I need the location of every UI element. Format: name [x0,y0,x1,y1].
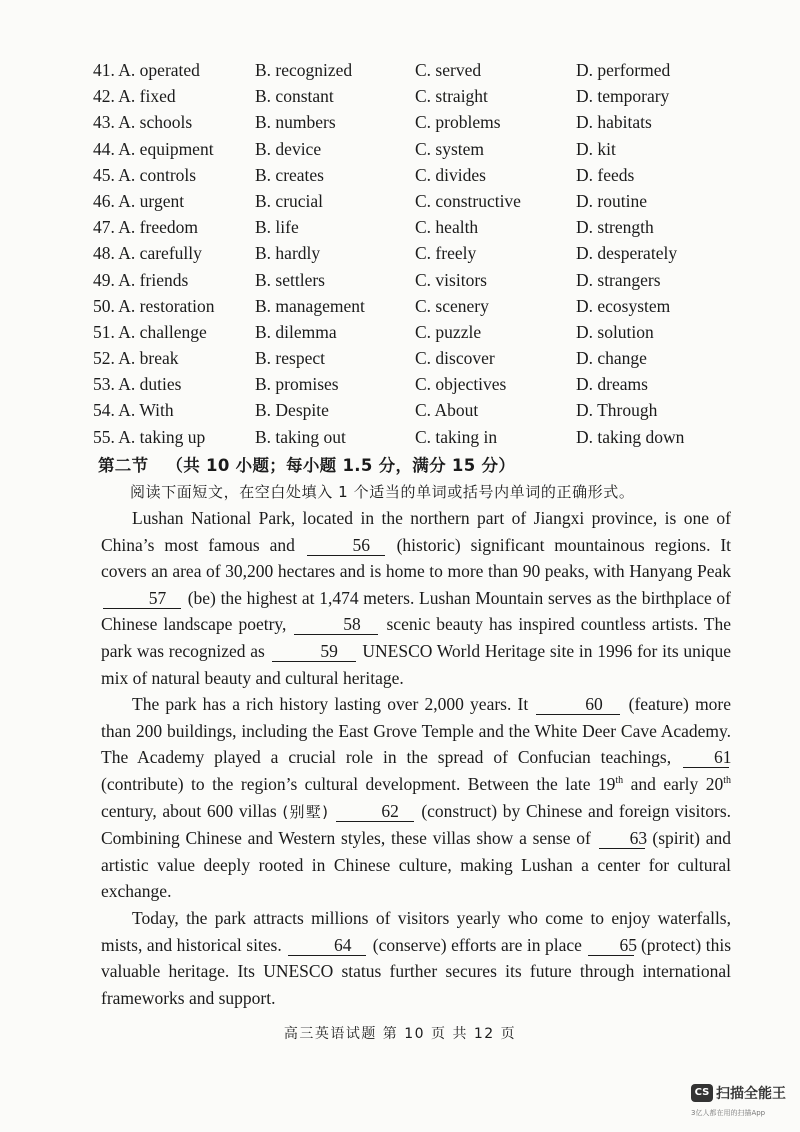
option-a-text: A. duties [118,374,182,395]
option-a-text: A. urgent [118,190,185,211]
section-title: 第二节 [98,456,149,475]
watermark-tagline: 3亿人都在用的扫描App [691,1109,766,1117]
option-b: B. promises [255,374,339,395]
option-d: D. routine [576,190,647,211]
option-a [93,83,176,109]
option-row [93,214,733,240]
option-c: C. About [415,400,479,421]
passage-paragraph-2: The park has a rich history lasting over 2,000 years. It 60 (feature) more than 200 buildings, including the East Grove Temple and the White Deer Cave Academy. The Academy played a crucial role in the spread of Confucian teachings, 61 (contribute) to the region’s cultural development. Between the late 19th and early 20th century, about 600 villas (别墅) 62 (construct) by Chinese and foreign visitors. Combining Chinese and Western styles, these villas show a sense of 63 (spirit) and artistic value deeply rooted in Chinese culture, making Lushan a center for cultural exchange. [101,694,732,902]
option-c: C. freely [415,243,477,264]
option-d: D. desperately [576,243,678,264]
option-a-text: A. freedom [118,217,198,238]
passage-paragraph-1: Lushan National Park, located in the northern part of Jiangxi province, is one of China’s most famous and 56 (historic) significant mountainous regions. It covers an area of 30,200 hectares and is home to more than 90 peaks, with Hanyang Peak 57 (be) the highest at 1,474 meters. Lushan Mountain serves as the birthplace of Chinese landscape poetry, 58 scenic beauty has inspired countless artists. The park was recognized as 59 UNESCO World Heritage site in 1996 for its unique mix of natural beauty and cultural heritage. [101,508,732,688]
camscanner-logo-icon: CS [691,1084,713,1102]
option-d: D. change [576,348,647,369]
option-a-text: A. controls [118,164,197,185]
option-row [93,424,733,450]
blank-62[interactable]: 62 [336,801,414,822]
option-row [93,136,733,162]
page-footer: 高三英语试题 第 10 页 共 12 页 [283,1026,517,1042]
option-b: B. dilemma [255,321,337,342]
option-b: B. crucial [255,190,324,211]
blank-63[interactable]: 63 [599,828,645,849]
option-row [93,57,733,83]
watermark-brand: 扫描全能王 [716,1086,786,1102]
option-b: B. Despite [255,400,329,421]
option-b: B. taking out [255,426,346,447]
option-a [93,345,179,371]
option-row [93,162,733,188]
option-b: B. management [255,295,365,316]
option-c: C. discover [415,348,495,369]
option-a [93,267,188,293]
blank-57[interactable]: 57 [103,588,181,609]
option-row [93,345,733,371]
option-row [93,83,733,109]
option-a [93,397,174,423]
option-d: D. solution [576,321,654,342]
option-a-text: A. fixed [118,86,176,107]
option-a-text: A. equipment [118,138,214,159]
option-a-text: A. carefully [118,243,202,264]
option-d: D. performed [576,60,671,80]
options-table [93,57,733,450]
option-b: B. recognized [255,60,353,80]
option-d: D. strangers [576,269,661,290]
option-b: B. creates [255,164,324,185]
question-number: 43. [93,112,115,133]
option-a [93,371,182,397]
option-c: C. health [415,217,479,238]
option-c: C. divides [415,164,486,185]
option-a [93,214,198,240]
question-number: 41. [93,60,115,80]
question-number: 49. [93,269,115,290]
option-a [93,136,214,162]
question-number: 52. [93,348,115,369]
option-a-text: A. break [118,348,179,369]
option-d: D. dreams [576,374,648,395]
option-c: C. visitors [415,269,487,290]
option-c: C. system [415,138,485,159]
option-a-text: A. challenge [118,321,207,342]
passage-paragraph-3: Today, the park attracts millions of visitors yearly who come to enjoy waterfalls, mists, and historical sites. 64 (conserve) efforts are in place 65 (protect) this valuable heritage. Its UNESCO status further secures its future through international frameworks and support. [101,907,732,1008]
question-number: 50. [93,295,115,316]
section-heading [98,452,515,476]
option-a [93,57,200,83]
option-a-text: A. operated [118,60,200,80]
blank-60[interactable]: 60 [536,694,620,715]
option-a-text: A. schools [118,112,193,133]
question-number: 51. [93,321,115,342]
option-b: B. settlers [255,269,325,290]
blank-61[interactable]: 61 [683,747,729,768]
option-d: D. Through [576,400,658,421]
question-number: 45. [93,164,115,185]
option-row [93,109,733,135]
question-number: 48. [93,243,115,264]
option-c: C. scenery [415,295,489,316]
option-a-text: A. With [118,400,174,421]
blank-65[interactable]: 65 [588,935,634,956]
question-number: 47. [93,217,115,238]
option-c: C. served [415,60,482,80]
blank-58[interactable]: 58 [294,614,378,635]
option-row [93,293,733,319]
option-d: D. kit [576,138,616,159]
option-c: C. problems [415,112,501,133]
question-number: 42. [93,86,115,107]
blank-56[interactable]: 56 [307,535,385,556]
option-c: C. straight [415,86,488,107]
option-b: B. hardly [255,243,321,264]
option-a-text: A. taking up [118,426,206,447]
blank-59[interactable]: 59 [272,641,356,662]
option-a [93,162,196,188]
reading-passage [101,505,731,1011]
option-c: C. puzzle [415,321,482,342]
option-a [93,109,192,135]
scanner-watermark [691,1082,795,1126]
option-a [93,188,184,214]
section-instruction: 阅读下面短文，在空白处填入 1 个适当的单词或括号内单词的正确形式。 [130,483,635,501]
question-number: 44. [93,138,115,159]
question-number: 54. [93,400,115,421]
option-row [93,240,733,266]
option-d: D. ecosystem [576,295,671,316]
option-row [93,319,733,345]
option-row [93,188,733,214]
section-score: （共 10 小题；每小题 1.5 分，满分 15 分） [166,456,516,475]
option-b: B. device [255,138,322,159]
option-b: B. respect [255,348,325,369]
option-a [93,293,215,319]
option-c: C. objectives [415,374,507,395]
question-number: 53. [93,374,115,395]
option-a [93,319,207,345]
villa-chinese-gloss: (别墅) [282,802,328,821]
option-d: D. taking down [576,426,685,447]
question-number: 46. [93,190,115,211]
option-a-text: A. friends [118,269,189,290]
option-row [93,371,733,397]
option-b: B. numbers [255,112,336,133]
option-b: B. constant [255,86,334,107]
option-a [93,424,205,450]
option-row [93,397,733,423]
option-d: D. temporary [576,86,670,107]
option-c: C. taking in [415,426,498,447]
question-number: 55. [93,426,115,447]
option-d: D. habitats [576,112,652,133]
option-d: D. strength [576,217,654,238]
option-a [93,240,202,266]
option-d: D. feeds [576,164,635,185]
option-c: C. constructive [415,190,521,211]
option-a-text: A. restoration [118,295,215,316]
option-b: B. life [255,217,299,238]
blank-64[interactable]: 64 [288,935,366,956]
option-row [93,267,733,293]
